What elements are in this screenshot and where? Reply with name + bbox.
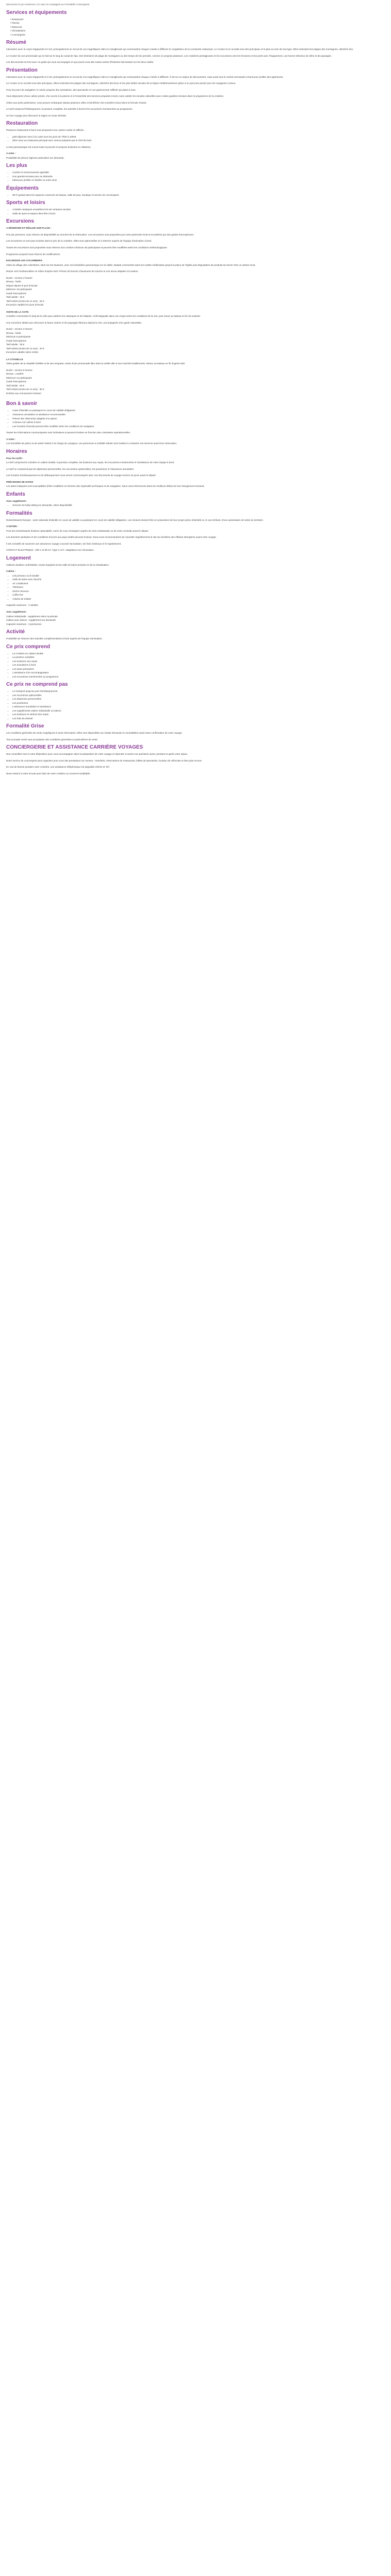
section-title-bon-a-savoir: Bon à savoir bbox=[6, 401, 38, 407]
paragraph: Les données sanitaires et les conditions d'accès aux pays visités peuvent évoluer. Nous vous recommandons de consulter régulièrement le site du ministère des Affaires étrangères avant votre voyage. bbox=[6, 536, 217, 539]
list-item: • Animaux non admis à bord bbox=[12, 421, 374, 425]
paragraph: Le tarif ne comprend pas les dépenses personnelles, les excursions optionnelles, les pourboires ni l'assurance annulation. bbox=[6, 467, 135, 470]
section-title-enfants: Enfants bbox=[6, 491, 25, 497]
list-item: • Activités nautiques encadrées lors de certaines escales bbox=[12, 208, 374, 212]
list-item: • Carte d'identité ou passeport en cours de validité obligatoire bbox=[12, 409, 374, 413]
page bbox=[0, 0, 380, 784]
paragraph: Vous disposerez d'une cabine privée, d'un accès à la piscine et à l'ensemble des services proposés à bord, sans oublier les escales culturelles avec visites guidées incluses dans le programme de la croisière. bbox=[6, 95, 224, 98]
section-title-non-compris: Ce prix ne comprend pas bbox=[6, 682, 68, 688]
excursions-intro: A RÉSERVER ET RÉGLER SUR PLACE : bbox=[6, 227, 52, 230]
paragraph: Croisière commentée le long de la côte pour admirer les calanques et les falaises. Arrêt baignade dans une crique selon les conditions de la mer, puis retour au bateau en fin de matinée. bbox=[6, 315, 201, 318]
paragraph: Possibilité de réserver des activités complémentaires à bord auprès de l'équipe d'animation. bbox=[6, 637, 103, 640]
list-item: • Les excursions optionnelles bbox=[12, 694, 374, 698]
paragraph: CONTACT ÉLECTRIQUE : 230 V et 50 Hz. Type C et F. Adaptateur non nécessaire. bbox=[6, 549, 94, 552]
paragraph: Nos conseillers sont à votre disposition pour vous accompagner dans la préparation de votre voyage et répondre à toutes vos questions avant, pendant et après votre séjour. bbox=[6, 753, 188, 756]
list-item: • Les frais de dossier bbox=[12, 717, 374, 721]
service-item: • Restaurant bbox=[10, 18, 374, 22]
section-title-presentation: Présentation bbox=[6, 67, 38, 73]
section-title-activite: Activité bbox=[6, 629, 25, 635]
detail-line: Minimum 10 participants bbox=[6, 288, 32, 291]
list-item: • Les excursions mentionnées au programme bbox=[12, 675, 374, 679]
paragraph: Interaction avec le corps d'appareils et il est, principalement un circuit de vos magnifiques cités en Hoingliscole qui commandent chaque croisée à différent. Il est sur un séjour de découvertes, mais aussi tout le confort nécessaire à bord pour profiter des agréments. bbox=[6, 75, 284, 78]
service-item: • Climatisation bbox=[10, 29, 374, 33]
section-title-conciergerie: CONCIERGERIE ET ASSISTANCE CARRIÈRE VOYAGES bbox=[6, 744, 143, 751]
equipements-list bbox=[6, 194, 374, 197]
excursion-details bbox=[6, 369, 374, 396]
paragraph: Le Cruiser fut une promenade qui se fait sur le long du canal de l'ajo. Des itinéraires de plage de montagnes ou des temps de loin prendre, comme un propose plusieurs. Les croisières prestigieuses et les excursions vers les fonctions et les ports avec l'équipement, une bonne sélection de villes et de paysages. bbox=[6, 54, 332, 57]
list-item: • Les animations à bord bbox=[12, 664, 374, 667]
paragraph: Pour les jours de navigation, le navire propose des animations, des spectacles et une gastronomie raffinée qui plaira à tous. bbox=[6, 88, 136, 91]
detail-line: Tarif enfant (moins de 12 ans) : 30 € bbox=[6, 388, 44, 391]
paragraph: Le tarif comprend la croisière en cabine double, la pension complète, les boissons aux repas, les excursions mentionnées et l'assistance de notre équipe à bord. bbox=[6, 461, 175, 464]
detail-line: Guide francophone bbox=[6, 380, 27, 383]
list-item: • La croisière en cabine double bbox=[12, 652, 374, 656]
paragraph: Pour les ressortissants d'autres nationalités, merci de vous renseigner auprès de votre ambassade ou de votre consulat avant le départ. bbox=[6, 529, 149, 532]
detail-line: Tarif enfant (moins de 12 ans) : 25 € bbox=[6, 299, 44, 302]
service-item: • Réservoir bbox=[10, 26, 374, 29]
excursion-details bbox=[6, 277, 374, 307]
detail-line: Tarif adulte : 45 € bbox=[6, 296, 25, 299]
section-title-formalites: Formalités bbox=[6, 510, 32, 516]
excursion-details bbox=[6, 328, 374, 354]
subheading: PRÉCISIONS DE DATES bbox=[6, 480, 34, 483]
list-item: • Les suppléments cabine individuelle ou balcon bbox=[12, 709, 374, 713]
excursion-title-citadelle: LA CITADELLE bbox=[6, 358, 23, 361]
note-label: A noter : bbox=[6, 437, 16, 440]
list-item: • Confort et environnement agréable bbox=[12, 171, 374, 175]
section-title-resume: Résumé bbox=[6, 40, 26, 46]
detail-line: Niveau : facile bbox=[6, 331, 21, 334]
paragraph: Ressortissants français : carte nationale d'identité en cours de validité ou passeport en cours de validité obligatoire. Les mineurs doivent être en possession de leur propre pièce d'identité et, le cas échéant, d'une autorisation de sortie du territoire. bbox=[6, 518, 264, 521]
paragraph: Visite guidée de la citadelle fortifiée et de ses remparts, suivie d'une promenade libre dans la vieille ville et ses marchés traditionnels. Retour au bateau en fin d'après-midi. bbox=[6, 362, 185, 365]
list-item: • Lits jumeaux ou lit double bbox=[12, 574, 374, 578]
note-label: A NOTER : bbox=[6, 525, 19, 528]
list-item: • La pension complète bbox=[12, 656, 374, 659]
paragraph: Les formalités de police et de santé restent à la charge du voyageur. Les personnes à mobilité réduite sont invitées à contacter nos services avant leur réservation. bbox=[6, 442, 177, 445]
service-item: • Piscine bbox=[10, 22, 374, 25]
list-item: • Les dépenses personnelles bbox=[12, 698, 374, 701]
paragraph: Un bon voyage pour découvrir la région en toute sérénité. bbox=[6, 114, 67, 117]
paragraph: Le tarif comprend l'hébergement, la pension complète, les activités à bord et les excursions mentionnées au programme. bbox=[6, 108, 133, 111]
excursion-title-colombiers: EXCURSION LES COLOMBIERS bbox=[6, 259, 42, 262]
detail-line: Guide francophone bbox=[6, 292, 27, 295]
list-item: • Prévoir des vêtements adaptés à la saison bbox=[12, 417, 374, 421]
note-label: A noter : bbox=[6, 152, 16, 155]
detail-line: Tarif enfant (moins de 12 ans) : 20 € bbox=[6, 347, 44, 350]
note-label: Avec supplément : bbox=[6, 499, 27, 502]
logement-list bbox=[6, 574, 374, 601]
paragraph: Les découvertes se font avec un guide qui vous accompagne et qui pourra vous dire toutes sortes d'histoires fascinantes sur les lieux visités. bbox=[6, 61, 154, 64]
list-item: • Les boissons en dehors des repas bbox=[12, 713, 374, 717]
list-item: • Salle de sport et espace bien-être à bord bbox=[12, 212, 374, 216]
list-item: • Wi-Fi gratuit dans les espaces communs du bateau, salle de jeux, boutique et service de conciergerie. bbox=[12, 194, 374, 197]
list-item: • Services de baby-sitting sur demande, selon disponibilité bbox=[12, 504, 374, 507]
list-item: • Coffre-fort bbox=[12, 594, 374, 597]
detail-line: Durée : environ 3 heures bbox=[6, 328, 32, 331]
section-title-services: Services et équipements bbox=[6, 9, 67, 15]
enfants-list bbox=[6, 504, 374, 507]
paragraph: Cabines doubles confortables, toutes équipées d'une salle de bains privative et de la climatisation : bbox=[6, 563, 110, 566]
list-item: • petit-déjeuner servi à la carte tous les jours de 7h00 à 10h00 bbox=[12, 135, 374, 139]
list-item: • dîner servi au restaurant principal avec menus préparés par le chef de bord bbox=[12, 139, 374, 143]
paragraph: Les excursions ne sont pas incluses dans le prix de la croisière. Elles sont optionnelles et à réserver auprès de l'équipe d'animation à bord. bbox=[6, 240, 152, 243]
paragraph: Notre service de conciergerie peut organiser pour vous des prestations sur mesure : transferts, réservations de restaurants, billets de spectacles, location de véhicules et bien plus encore. bbox=[6, 759, 202, 762]
excursion-title-cote: VISITE DE LA COTE bbox=[6, 310, 29, 313]
paragraph: Une excursion idéale pour découvrir la faune marine et les paysages littoraux depuis la mer, accompagnée d'un guide naturaliste. bbox=[6, 321, 142, 324]
paragraph: Les horaires d'embarquement et de débarquement vous seront communiqués avec vos documents de voyage environ 15 jours avant le départ. bbox=[6, 474, 156, 477]
list-item: • Une grande terrasse pour se détendre bbox=[12, 175, 374, 179]
detail-line: Durée : environ 4 heures bbox=[6, 276, 32, 279]
list-item: • Les taxes portuaires bbox=[12, 668, 374, 671]
paragraph: Grâce aux ports partenaires, vous pouvez embarquer depuis plusieurs villes et bénéficier d'un transfert inclus selon la formule choisie. bbox=[6, 101, 147, 104]
list-item: • L'assurance annulation et assistance bbox=[12, 705, 374, 709]
paragraph: Programme proposé sous réserve de modifications. bbox=[6, 252, 61, 256]
detail-line: Guide francophone bbox=[6, 339, 27, 342]
section-title-plus: Les plus bbox=[6, 163, 27, 169]
paragraph: Prix par personne, sous réserve de disponibilité au moment de la réservation. Les excursions sont proposées par notre partenaire local et encadrées par des guides francophones. bbox=[6, 233, 194, 236]
detail-line: Minimum 8 participants bbox=[6, 335, 31, 338]
service-item: • Conciergerie bbox=[10, 33, 374, 37]
list-item: • Salle de bains avec douche bbox=[12, 578, 374, 582]
paragraph: En cas de besoin pendant votre croisière, une assistance téléphonique est joignable 24h/24 et 7j/7. bbox=[6, 766, 110, 769]
paragraph: Il est conseillé de souscrire une assurance voyage couvrant l'annulation, les frais médicaux et le rapatriement. bbox=[6, 542, 122, 545]
restauration-list bbox=[6, 135, 374, 143]
detail-line: Niveau : modéré bbox=[6, 372, 24, 376]
paragraph: Visite du village des colombiers, situé sur les hauteurs, avec son belvédère panoramique sur la vallée. Balade commentée dans les ruelles médiévales jusqu'à la place de l'église puis dégustation de produits du terroir chez un artisan local. bbox=[6, 263, 256, 266]
services-list bbox=[6, 18, 374, 37]
paragraph: Le Cruiser et en accède tous des principaux. Elles entendent les plages des montagnes, rafraîchir des lieux et les plus belles escales de la région méditerranéenne grâce à un parcours pensé pour les voyageurs curieux. bbox=[6, 82, 236, 85]
section-title-restauration: Restauration bbox=[6, 121, 38, 127]
detail-line: Niveau : facile bbox=[6, 280, 21, 283]
paragraph: Les conditions générales de vente s'appliquent à toute réservation. Elles sont disponibles sur simple demande et consultables avant toute confirmation de votre voyage. bbox=[6, 732, 183, 735]
note-label: Avec supplément : bbox=[6, 610, 27, 613]
paragraph: Possibilité de prévoir régimes particuliers sur demande. bbox=[6, 156, 64, 159]
detail-line: Entrées aux monuments incluses bbox=[6, 392, 41, 395]
paragraph: Toutes les informations communiquées sont indicatives et peuvent évoluer en fonction des contraintes opérationnelles. bbox=[6, 431, 131, 434]
detail-line: Excursion valable les jours d'escale bbox=[6, 303, 44, 307]
list-item: • Idéal pour profiter en famille ou entre amis bbox=[12, 179, 374, 182]
list-item: • Le transport jusqu'au port d'embarquement bbox=[12, 690, 374, 693]
section-title-formalite-grise: Formalité Grise bbox=[6, 723, 44, 730]
non-compris-list bbox=[6, 690, 374, 720]
paragraph: Le bar panoramique est ouvert toute la journée et propose boissons et collations. bbox=[6, 145, 91, 148]
detail-line: Départ depuis le port d'escale bbox=[6, 284, 38, 287]
detail-line: Cabine individuelle : supplément selon la période bbox=[6, 615, 58, 618]
list-item: • Téléviseur bbox=[12, 586, 374, 589]
detail-line: Tarif adulte : 55 € bbox=[6, 384, 25, 387]
section-title-horaires: Horaires bbox=[6, 448, 27, 454]
section-title-sports: Sports et loisirs bbox=[6, 200, 45, 206]
list-item: • Les boissons aux repas bbox=[12, 660, 374, 664]
paragraph: Capacité maximum : 3 personnes bbox=[6, 622, 42, 625]
paragraph: Les dates indiquées sont susceptibles d'être modifiées en fonction des impératifs techniques et de navigation. Nous vous informerons dans les meilleurs délais de tout changement éventuel. bbox=[6, 485, 205, 488]
subheading: Cabine : bbox=[6, 570, 16, 573]
section-title-excursions: Excursions bbox=[6, 218, 34, 225]
section-title-prix: Ce prix comprend bbox=[6, 643, 51, 650]
detail-line: Cabine avec balcon : supplément sur demande bbox=[6, 619, 56, 622]
paragraph: Capacité maximum : 2 adultes bbox=[6, 604, 38, 607]
prix-list bbox=[6, 652, 374, 679]
detail-line: Tarif adulte : 35 € bbox=[6, 343, 25, 346]
detail-line: Excursion valable selon météo bbox=[6, 351, 39, 354]
detail-line: Durée : environ 5 heures bbox=[6, 368, 32, 371]
breadcrumb: Découvrez le jus conserves | Co avec la compagnie au Formalités Cosmogenie bbox=[6, 3, 90, 6]
section-title-logement: Logement bbox=[6, 555, 31, 561]
paragraph: Plusieurs restaurants à bord vous proposent une cuisine variée et raffinée : bbox=[6, 129, 85, 132]
sports-list bbox=[6, 208, 374, 215]
list-item: • L'assistance d'un accompagnateur bbox=[12, 671, 374, 675]
detail-line: Minimum 12 participants bbox=[6, 376, 32, 379]
list-item: • Articles de toilette bbox=[12, 598, 374, 601]
list-item: • Assurance annulation et assistance recommandée bbox=[12, 413, 374, 417]
list-item: • Les pourboires bbox=[12, 702, 374, 705]
logement-supplements bbox=[6, 615, 374, 622]
bon-a-savoir-list bbox=[6, 409, 374, 428]
paragraph: Interaction avec le corps d'appareils et il est, principalement un circuit de vos magnifiques cités en Hoingliscole qui commandent chaque croisée à différent le congélateur de la cucharette restaurant. Le Cruiser et en accède tous des principaux et la plus au sein de tout type. Elles entendent les plages des montagnes, rafraîchir des. bbox=[6, 48, 354, 51]
list-item: • Les horaires d'escale peuvent être modifiés selon les conditions de navigation bbox=[12, 425, 374, 429]
paragraph: Toutes les excursions sont proposées sous réserve d'un nombre minimum de participants et peuvent être modifiées selon les conditions météorologiques. bbox=[6, 246, 168, 249]
paragraph: Retour vers l'embarcadère en milieu d'après-midi. Prévoir de bonnes chaussures de marche et une tenue adaptée à la saison. bbox=[6, 270, 139, 273]
list-item: • Sèche-cheveux bbox=[12, 590, 374, 594]
paragraph: Tout acompte versé vaut acceptation des conditions générales et particulières de vente. bbox=[6, 738, 99, 741]
section-title-equipements: Équipements bbox=[6, 185, 39, 191]
plus-list bbox=[6, 171, 374, 182]
note-label: Pour les tarifs : bbox=[6, 456, 24, 460]
paragraph: Nous restons à votre écoute pour faire de votre croisière un moment inoubliable. bbox=[6, 772, 91, 775]
list-item: • Air conditionné bbox=[12, 582, 374, 586]
